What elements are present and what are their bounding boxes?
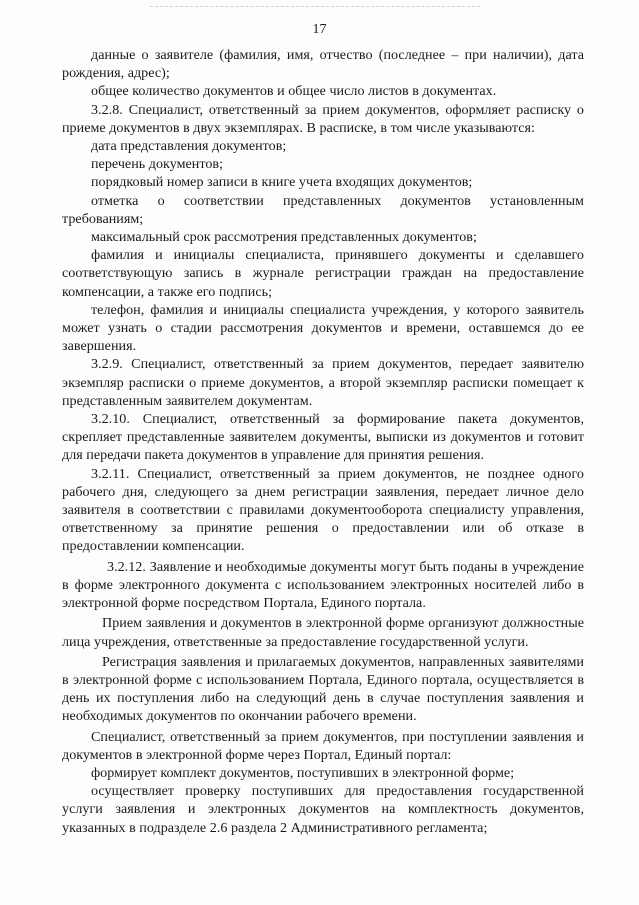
list-item: отметка о соответствии представленных документов установленным требованиям; — [62, 192, 584, 227]
paragraph: Специалист, ответственный за прием документов, при поступлении заявления и документов в электронной форме через Портал, Единый портал: — [62, 728, 584, 763]
list-item: осуществляет проверку поступивших для предоставления государственной услуги заявления и электронных документов на комплектность документов, указанных в подразделе 2.6 раздела 2 Административного регламента; — [62, 783, 584, 836]
list-item: перечень документов; — [91, 156, 224, 173]
list-item: максимальный срок рассмотрения представленных документов; — [91, 229, 477, 246]
list-item: дата представления документов; — [91, 138, 287, 155]
paragraph: 3.2.12. Заявление и необходимые документы могут быть поданы в учреждение в форме электронного документа с использованием электронных носителей либо в электронной форме посредством Портала, Единого портала. — [62, 558, 584, 612]
page-number: 17 — [312, 22, 327, 37]
paragraph: Регистрация заявления и прилагаемых документов, направленных заявителями в электронной форме с использованием Портала, Единого портала, осуществляется в день их поступления либо на следующий день в случае поступления заявления и необходимых документов по окончании рабочего времени. — [62, 653, 584, 725]
list-item: телефон, фамилия и инициалы специалиста учреждения, у которого заявитель может узнать о стадии рассмотрения документов и времени, оставшемся до ее завершения. — [62, 301, 584, 355]
paragraph: общее количество документов и общее число листов в документах. — [91, 83, 497, 100]
paragraph: 3.2.11. Специалист, ответственный за прием документов, не позднее одного рабочего дня, следующего за днем регистрации заявления, передает личное дело заявителя в соответствии с правилами документооборота специалисту управления, ответственному за принятие решения о предоставлении или об отказе в предоставлении компенсации. — [62, 465, 584, 555]
paragraph: Прием заявления и документов в электронной форме организуют должностные лица учреждения, ответственные за предоставление государственной услуги. — [62, 615, 584, 650]
paragraph: данные о заявителе (фамилия, имя, отчество (последнее – при наличии), дата рождения, адрес); — [62, 47, 584, 82]
paragraph: 3.2.9. Специалист, ответственный за прием документов, передает заявителю экземпляр расписки о приеме документов, а второй экземпляр расписки помещает к представленным заявителем документам. — [62, 356, 584, 409]
paragraph: 3.2.10. Специалист, ответственный за формирование пакета документов, скрепляет представленные заявителем документы, выписки из документов и готовит для передачи пакета документов в управление для принятия решения. — [62, 411, 584, 464]
list-item: порядковый номер записи в книге учета входящих документов; — [91, 174, 473, 191]
list-item: фамилия и инициалы специалиста, принявшего документы и сделавшего соответствующую запись в журнале регистрации граждан на предоставление компенсации, а также его подпись; — [62, 247, 584, 300]
document-body — [62, 46, 584, 837]
paragraph: 3.2.8. Специалист, ответственный за прием документов, оформляет расписку о приеме документов в двух экземплярах. В расписке, в том числе указываются: — [62, 101, 584, 136]
scan-edge-line — [150, 6, 480, 7]
list-item: формирует комплект документов, поступивших в электронной форме; — [91, 764, 515, 781]
